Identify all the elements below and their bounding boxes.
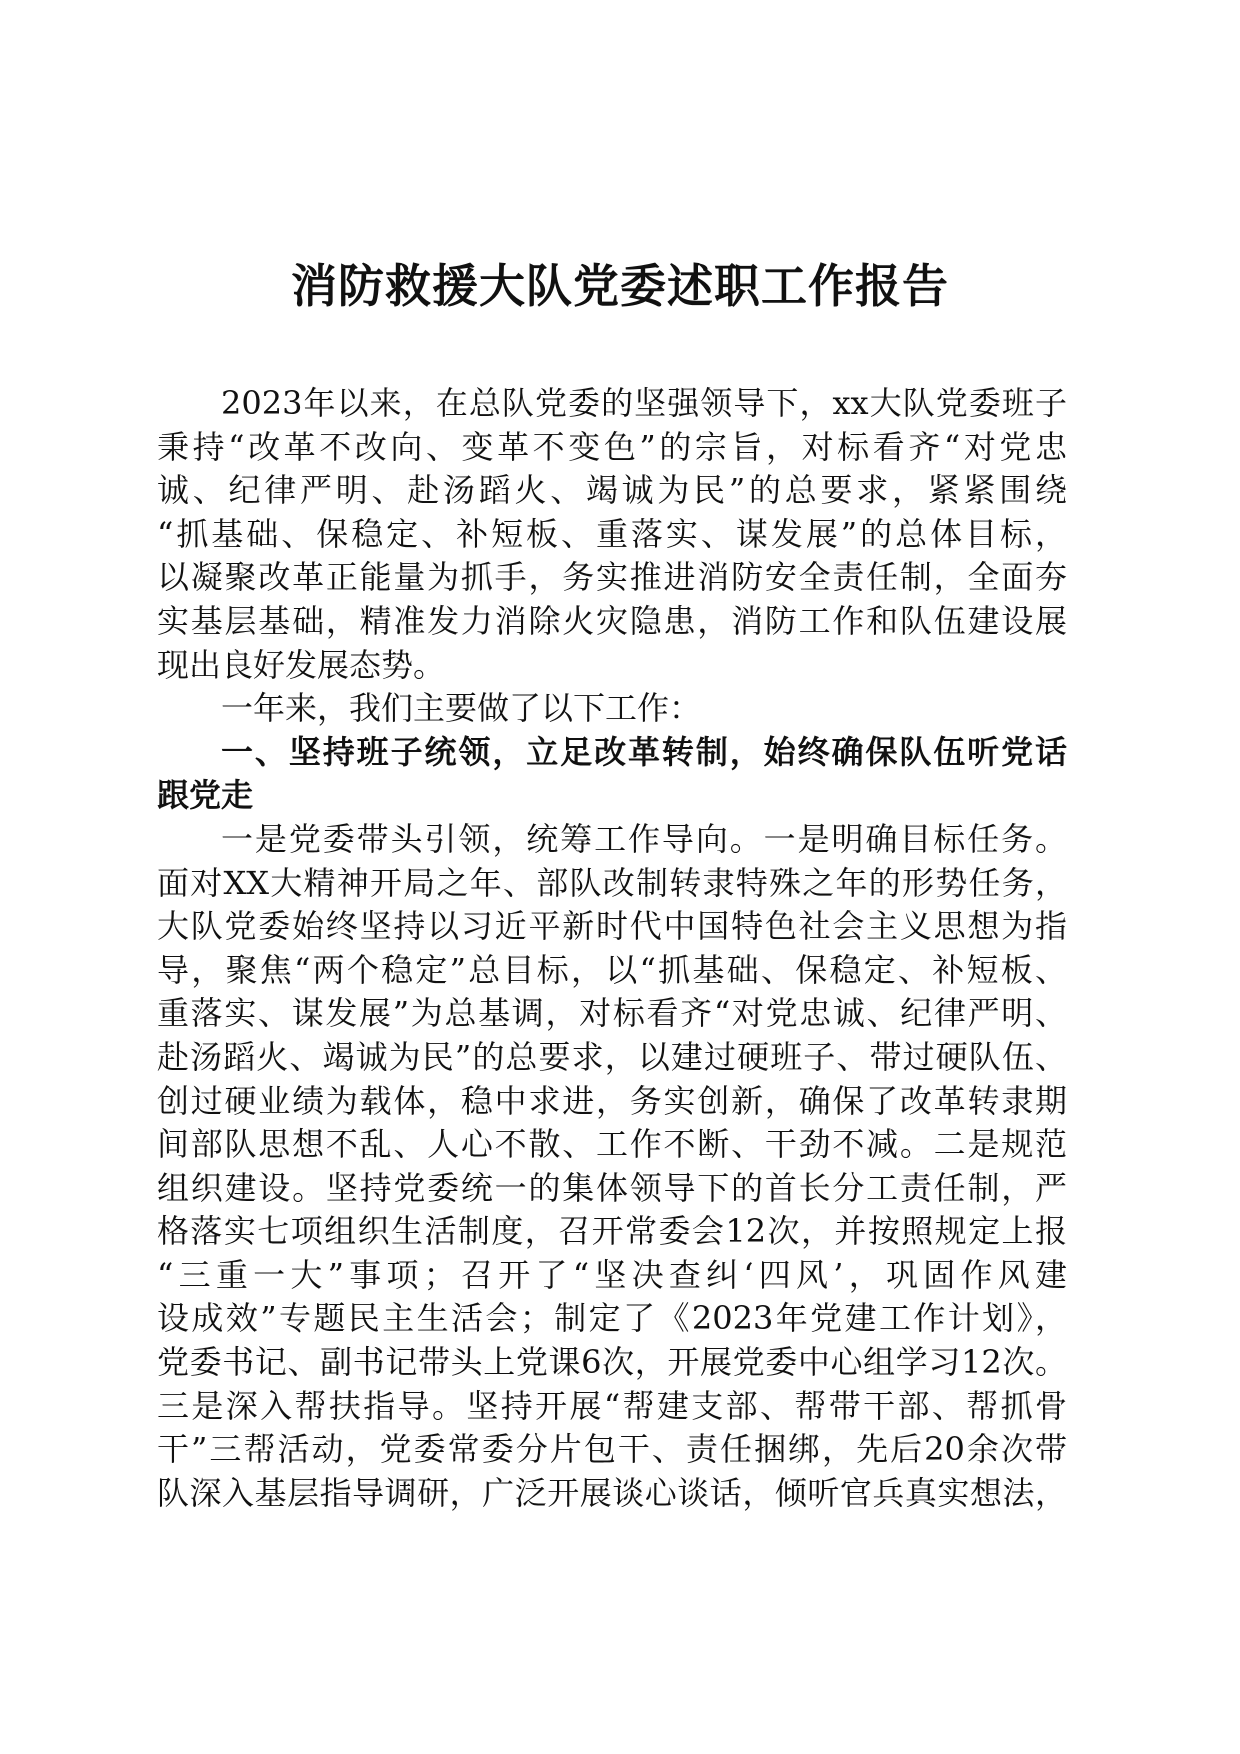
body-line: 2023年以来，在总队党委的坚强领导下，xx大队党委班子 [221, 384, 1067, 422]
body-line: “三重一大”事项；召开了“坚决查纠‘四风’，巩固作风建 [157, 1255, 1067, 1294]
body-line: 以凝聚改革正能量为抓手，务实推进消防安全责任制，全面夯 [157, 558, 1067, 597]
body-line: 现出良好发展态势。 [157, 645, 446, 684]
body-line: 赴汤蹈火、竭诚为民”的总要求，以建过硬班子、带过硬队伍、 [157, 1037, 1067, 1076]
body-line: 队深入基层指导调研，广泛开展谈心谈话，倾听官兵真实想法， [157, 1473, 1067, 1512]
body-line: 设成效”专题民主生活会；制定了《2023年党建工作计划》， [157, 1299, 1067, 1338]
body-line: 干”三帮活动，党委常委分片包干、责任捆绑，先后20余次带 [157, 1430, 1067, 1469]
body-line: 组织建设。坚持党委统一的集体领导下的首长分工责任制，严 [157, 1168, 1067, 1207]
body-line: 三是深入帮扶指导。坚持开展“帮建支部、帮带干部、帮抓骨 [157, 1386, 1067, 1425]
document-title: 消防救援大队党委述职工作报告 [291, 259, 949, 313]
body-line: 大队党委始终坚持以习近平新时代中国特色社会主义思想为指 [157, 907, 1067, 946]
body-line: 重落实、谋发展”为总基调，对标看齐“对党忠诚、纪律严明、 [157, 994, 1067, 1033]
body-line: 创过硬业绩为载体，稳中求进，务实创新，确保了改革转隶期 [157, 1081, 1067, 1120]
body-line: 秉持“改革不改向、变革不变色”的宗旨，对标看齐“对党忠 [157, 427, 1067, 466]
body-line: 格落实七项组织生活制度，召开常委会12次，并按照规定上报 [157, 1212, 1067, 1251]
section-heading: 一、坚持班子统领，立足改革转制，始终确保队伍听党话 [221, 732, 1067, 771]
body-line: “抓基础、保稳定、补短板、重落实、谋发展”的总体目标， [157, 514, 1067, 553]
body-line: 实基层基础，精准发力消除火灾隐患，消防工作和队伍建设展 [157, 601, 1067, 640]
body-line: 党委书记、副书记带头上党课6次，开展党委中心组学习12次。 [157, 1343, 1067, 1382]
section-heading: 跟党走 [157, 776, 254, 815]
body-line: 诚、纪律严明、赴汤蹈火、竭诚为民”的总要求，紧紧围绕 [157, 471, 1067, 510]
body-line: 一是党委带头引领，统筹工作导向。一是明确目标任务。 [221, 819, 1067, 858]
body-line: 导，聚焦“两个稳定”总目标，以“抓基础、保稳定、补短板、 [157, 950, 1067, 989]
body-line: 一年来，我们主要做了以下工作： [221, 689, 702, 728]
body-line: 面对XX大精神开局之年、部队改制转隶特殊之年的形势任务， [157, 863, 1067, 902]
document-body [157, 382, 1067, 1515]
body-line: 间部队思想不乱、人心不散、工作不断、干劲不减。二是规范 [157, 1125, 1067, 1164]
